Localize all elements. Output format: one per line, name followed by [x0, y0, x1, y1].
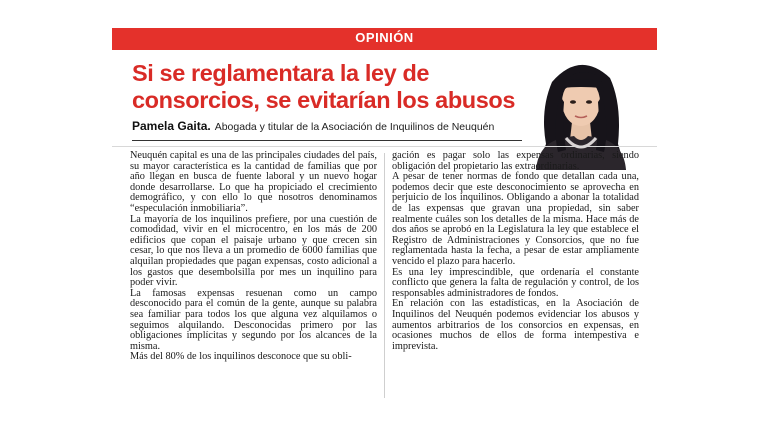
column-divider	[384, 153, 385, 398]
section-label: OPINIÓN	[355, 30, 414, 45]
paragraph: La famosas expensas resuenan como un campo desconocido para el común de la gente, aunque su palabra sea familiar para todos los que alguna vez alquilamos o seguimos alquilando. Desconocidas primero por las obligaciones implícitas y segundo por los alcances de la misma.	[130, 287, 377, 352]
article-column-right	[392, 151, 639, 352]
paragraph: gación es pagar solo las expensas ordinarias, siendo obligación del propietario las extraordinarias.	[392, 150, 639, 172]
author-role: Abogada y titular de la Asociación de Inquilinos de Neuquén	[214, 121, 495, 133]
paragraph: Más del 80% de los inquilinos desconoce que su obli-	[130, 351, 352, 363]
paragraph: Neuquén capital es una de las principales ciudades del país, su mayor característica es la cantidad de familias que por año llegan en busca de fuente laboral y un nuevo hogar donde desarrollarse. Lo que ha propiciado el crecimiento demográfico, y con ello lo que nosotros denominamos “especulación inmobiliaria”.	[130, 150, 377, 214]
headline: Si se reglamentara la ley de consorcios, se evitarían los abusos	[132, 60, 516, 113]
byline	[132, 119, 522, 133]
paragraph: A pesar de tener normas de fondo que detallan cada una, podemos decir que este desconocimiento se aprovecha en perjuicio de los inquilinos. Obligando a abonar la totalidad de las expensas que gravan una propiedad, sin saber realmente cuáles son los detalles de la misma. Hace más de dos años se aprobó en la Legislatura la ley que establece el Registro de Administraciones y Consorcios, que no fue reglamentada hasta la fecha, a pesar de estar ampliamente vencido el plazo para hacerlo.	[392, 171, 639, 267]
section-banner	[112, 28, 657, 50]
paragraph: Es una ley imprescindible, que ordenaría el constante conflicto que genera la falta de regulación y control, de los responsables administradores de fondos.	[392, 266, 639, 299]
opinion-clipping	[112, 28, 657, 404]
article-column-left	[130, 151, 377, 363]
header-separator	[112, 146, 657, 147]
paragraph: En relación con las estadísticas, en la Asociación de Inquilinos del Neuquén podemos evidenciar los abusos y aumentos arbitrarios de los consorcios en expensas, en ocasiones muchos de ellos de forma intempestiva e imprevista.	[392, 298, 639, 352]
byline-rule	[132, 140, 527, 141]
paragraph: La mayoría de los inquilinos prefiere, por una cuestión de comodidad, vivir en el microcentro, en los más de 200 edificios que copan el paisaje urbano y que crecen sin cesar, lo que nos lleva a un promedio de 6000 familias que alquilan propiedades que pagan expensas, costo adicional a los gastos que desembolsilla por mes un inquilino para poder vivir.	[130, 213, 377, 289]
author-name: Pamela Gaita.	[132, 119, 211, 133]
